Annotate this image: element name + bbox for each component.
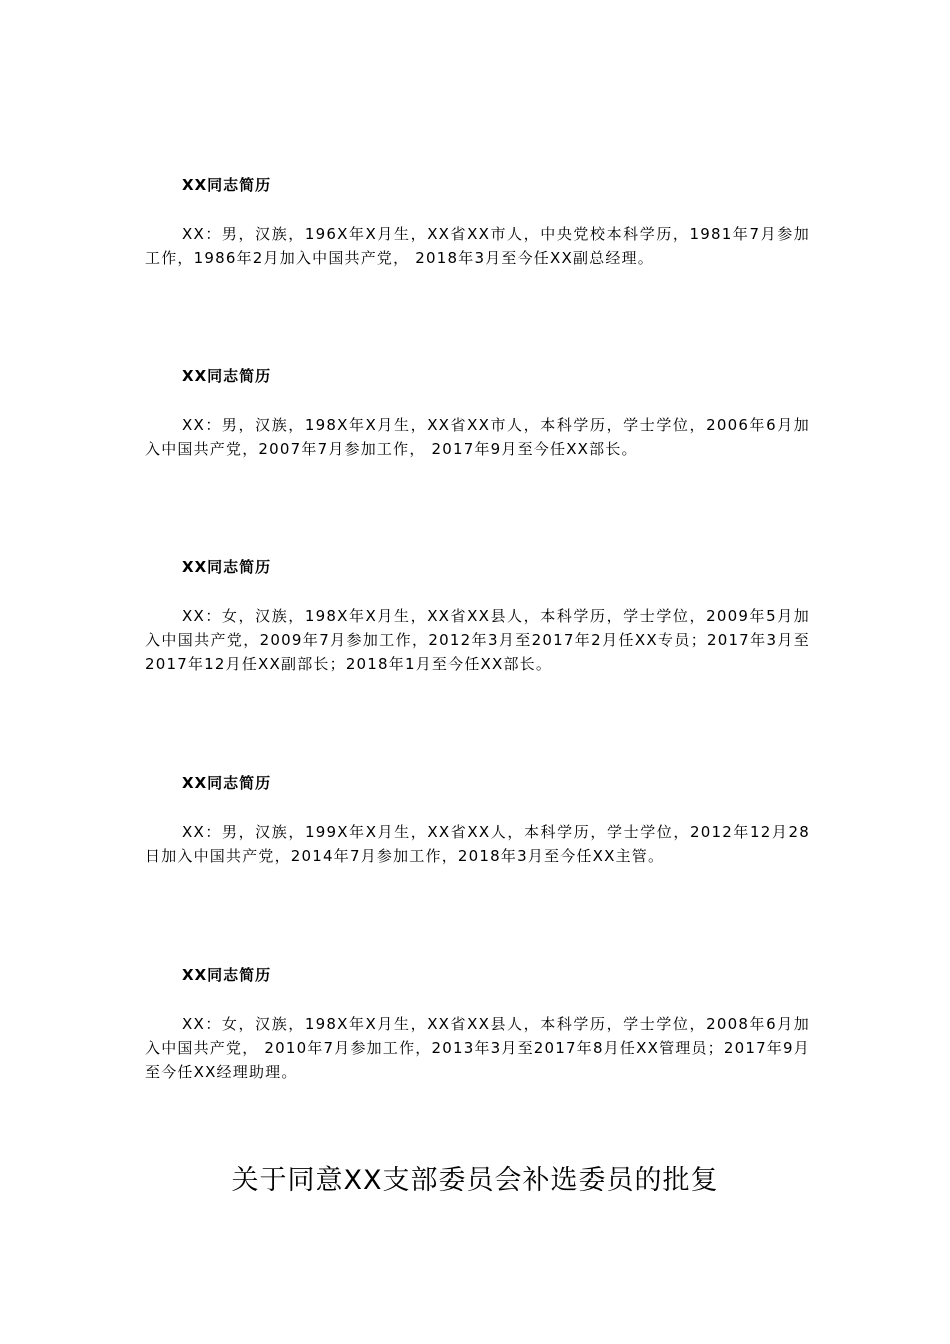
resume-section-3: [145, 557, 810, 676]
resume-title: XX同志简历: [182, 367, 272, 385]
resume-section-1: [145, 175, 810, 270]
resume-section-5: [145, 965, 810, 1084]
resume-body: XX：女，汉族，198X年X月生，XX省XX县人，本科学历，学士学位，2008年6月加入中国共产党， 2010年7月参加工作，2013年3月至2017年8月任XX管理员；2017年9月至今任XX经理助理。: [145, 1015, 810, 1081]
resume-title: XX同志简历: [182, 966, 272, 984]
resume-title: XX同志简历: [182, 774, 272, 792]
document-title: 关于同意XX支部委员会补选委员的批复: [231, 1165, 719, 1196]
resume-section-4: [145, 773, 810, 868]
resume-body: XX：男，汉族，199X年X月生，XX省XX人，本科学历，学士学位，2012年12月28日加入中国共产党，2014年7月参加工作，2018年3月至今任XX主管。: [145, 823, 810, 865]
resume-body: XX：男，汉族，198X年X月生，XX省XX市人，本科学历，学士学位，2006年6月加入中国共产党，2007年7月参加工作， 2017年9月至今任XX部长。: [145, 416, 810, 458]
resume-title: XX同志简历: [182, 558, 272, 576]
resume-title: XX同志简历: [182, 176, 272, 194]
resume-section-2: [145, 366, 810, 461]
resume-body: XX：男，汉族，196X年X月生，XX省XX市人，中央党校本科学历，1981年7月参加工作，1986年2月加入中国共产党， 2018年3月至今任XX副总经理。: [145, 225, 810, 267]
resume-body: XX：女，汉族，198X年X月生，XX省XX县人，本科学历，学士学位，2009年5月加入中国共产党，2009年7月参加工作，2012年3月至2017年2月任XX专员；2017年3月至2017年12月任XX副部长；2018年1月至今任XX部长。: [145, 607, 810, 673]
